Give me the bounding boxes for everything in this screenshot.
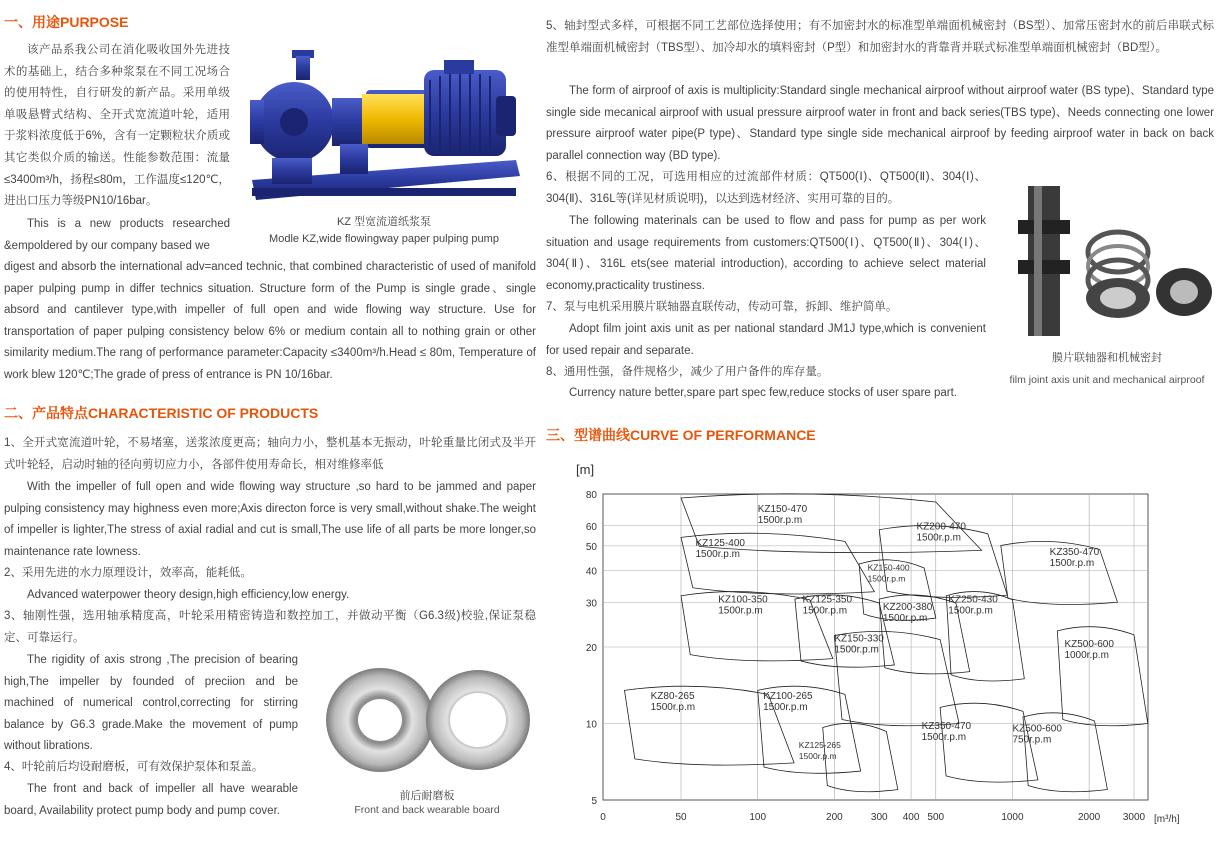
char-8-en: Currency nature better,spare part spec few,reduce stocks of user spare part. — [569, 387, 958, 399]
model-name-label: KZ100-350 — [718, 594, 768, 606]
x-axis-label: [m³/h] — [1154, 814, 1180, 825]
model-speed-label: 1500r.p.m — [757, 514, 803, 526]
x-tick-label: 50 — [675, 812, 687, 823]
coupling-caption-en: film joint axis unit and mechanical airproof — [1009, 374, 1205, 386]
model-name-label: KZ150-330 — [834, 633, 884, 645]
coupling-caption-cn: 膜片联轴器和机械密封 — [1052, 352, 1162, 364]
model-name-label: KZ350-470 — [921, 721, 972, 733]
x-tick-label: 400 — [902, 812, 920, 823]
x-tick-label: 200 — [826, 812, 843, 823]
model-name-label: KZ250-430 — [948, 594, 998, 606]
model-name-label: KZ125-265 — [798, 740, 841, 751]
char-4-en: The front and back of impeller all have wearable board, Availability protect pump body and pump cover. — [4, 783, 298, 817]
x-tick-label: 0 — [600, 812, 606, 823]
char-7-en: Adopt film joint axis unit as per national standard JM1J type,which is convenient for used repair and separate. — [546, 323, 986, 357]
char-3-cn: 3、轴刚性强，选用轴承精度高，叶轮采用精密铸造和数控加工，并做动平衡（G6.3级)校验,保证泵稳定、可靠运行。 — [4, 610, 536, 644]
purpose-en-start: This is a new products researched &empoldered by our company based we — [4, 218, 230, 252]
char-5-en: The form of airproof of axis is multiplicity:Standard single mechanical airproof without airproof water (BS type)、Standard type single side mecanical airproof with usual pressure airproof water in front and back series(TBS type)、Needs connecting one lower pressure airproof water pipe(P type)、Standard type single side mechanical airproof by feeding airproof water in back on back parallel connection way (BD type). — [546, 85, 1214, 162]
x-tick-label: 300 — [870, 812, 888, 823]
model-name-label: KZ100-265 — [763, 690, 813, 702]
model-speed-label: 1500r.p.m — [1049, 558, 1095, 570]
model-name-label: KZ200-470 — [916, 521, 966, 533]
char-2-en: Advanced waterpower theory design,high efficiency,low energy. — [27, 589, 350, 601]
performance-chart — [560, 452, 1217, 838]
model-speed-label: 1500r.p.m — [834, 644, 879, 656]
purpose-heading: 一、用途PURPOSE — [4, 14, 129, 30]
model-name-label: KZ200-380 — [882, 601, 933, 613]
model-speed-label: 1500r.p.m — [695, 548, 740, 560]
char-1-cn: 1、全开式宽流道叶轮，不易堵塞，送浆浓度更高；轴向力小，整机基本无振动，叶轮重量比闭式及半开式叶轮轻，启动时轴的径向剪切应力小，各部件使用寿命长，相对维修率低 — [4, 437, 536, 471]
wear-plates-image — [322, 664, 532, 776]
y-tick-label: 40 — [585, 566, 597, 578]
model-speed-label: 750r.p.m — [1012, 734, 1052, 746]
model-name-label: KZ500-600 — [1012, 723, 1062, 735]
model-speed-label: 1500r.p.m — [882, 612, 928, 624]
model-speed-label: 1500r.p.m — [650, 701, 696, 713]
char-7-cn: 7、泵与电机采用膜片联轴器直联传动，传动可靠，拆卸、维护简单。 — [546, 301, 898, 313]
pump-caption-en: Modle KZ,wide flowingway paper pulping pump — [269, 233, 499, 245]
characteristics-heading: 二、产品特点CHARACTERISTIC OF PRODUCTS — [4, 405, 319, 421]
model-speed-label: 1500r.p.m — [948, 605, 993, 617]
char-1-en: With the impeller of full open and wide flowing way structure ,so hard to be jammed and paper pulping consistency may highness even more;Axis directon force is very small,without shake.The weight of impeller is lighter,The stress of axial radial and cut is small,The use life of all parts be more longer,so maintenance rate lowness. — [4, 481, 536, 558]
model-speed-label: 1500r.p.m — [802, 605, 848, 617]
coupling-seal-image — [1004, 180, 1214, 340]
model-speed-label: 1500r.p.m — [763, 701, 808, 713]
model-name-label: KZ500-600 — [1064, 639, 1114, 650]
model-name-label: KZ350-470 — [1049, 547, 1100, 559]
pump-image — [244, 40, 524, 208]
char-8-cn: 8、通用性强，备件规格少，减少了用户备件的库存量。 — [546, 366, 829, 378]
model-name-label: KZ80-265 — [650, 690, 695, 702]
char-3-en: The rigidity of axis strong ,The precision of bearing high,The impeller by founded of preciion and be machined of numerical control,correcting for stirring balance by G6.3 grade.Make the movement of pump without librations. — [4, 654, 298, 753]
char-4-cn: 4、叶轮前后均设耐磨板，可有效保护泵体和泵盖。 — [4, 761, 264, 773]
y-tick-label: 60 — [585, 521, 597, 533]
y-axis-label: [m] — [576, 462, 595, 477]
char-5-cn: 5、轴封型式多样，可根据不同工艺部位选择使用；有不加密封水的标准型单端面机械密封（BS型）、加常压密封水的前后串联式标准型单端面机械密封（TBS型）、加冷却水的填料密封（P型）和加密封水的背靠背并联式标准型单端面机械密封（BD型）。 — [546, 20, 1214, 54]
purpose-cn-text: 该产品系我公司在消化吸收国外先进技术的基础上，结合多种浆泵在不同工况场合的使用特性，自行研发的新产品。采用单级单吸悬臂式结构、全开式宽流道叶轮，适用于浆料浓度低于6%，含有一定颗粒状介质或其它类似介质的输送。性能参数范围：流量≤3400m³/h，扬程≤80m，工作温度≤120℃，进出口压力等级PN10/16bar。 — [4, 44, 230, 208]
y-tick-label: 20 — [585, 643, 597, 654]
model-speed-label: 1500r.p.m — [718, 605, 763, 617]
model-name-label: KZ125-400 — [695, 537, 745, 549]
model-speed-label: 1500r.p.m — [798, 751, 837, 762]
char-6-en: The following materinals can be used to flow and pass for pump as per work situation and usage requirements from customers:QT500(Ⅰ)、QT500(Ⅱ)、304(Ⅰ)、304(Ⅱ)、316L ets(see material introduction), according to achieve select material economy,practicality trustiness. — [546, 215, 986, 292]
x-tick-label: 2000 — [1078, 812, 1101, 823]
pump-caption-cn: KZ 型宽流道纸浆泵 — [336, 216, 432, 228]
model-name-label: KZ150-470 — [757, 503, 808, 515]
model-speed-label: 1500r.p.m — [916, 532, 961, 544]
y-tick-label: 50 — [585, 541, 597, 553]
model-speed-label: 1500r.p.m — [867, 573, 906, 584]
purpose-en-text: digest and absorb the international adv=anced technic, that combined characteristic of used of manifold paper pulping pump in differ technics situation. Structure form of the Pump is single grade、single absord and cantilever type,with impeller of full open and wide flowing way structure. Use for transportation of paper pulping consistency below 6% or medium contain all to nothing grain or other similarity medium.The rang of performance parameter:Capacity ≤3400m³/h.Head ≤ 80m, Temperature of work blew 120℃;The grade of press of entrance is PN 10/16bar. — [4, 261, 536, 381]
char-2-cn: 2、采用先进的水力原理设计，效率高，能耗低。 — [4, 567, 252, 579]
model-speed-label: 1500r.p.m — [921, 732, 967, 744]
model-name-label: KZ125-350 — [802, 594, 853, 606]
x-tick-label: 100 — [749, 812, 767, 823]
x-tick-label: 3000 — [1122, 812, 1146, 823]
wear-plates-caption-cn: 前后耐磨板 — [399, 790, 455, 802]
y-tick-label: 10 — [585, 719, 597, 731]
wear-plates-caption-en: Front and back wearable board — [354, 804, 500, 816]
x-tick-label: 1000 — [1001, 812, 1024, 823]
y-tick-label: 30 — [585, 598, 597, 610]
curve-heading: 三、型谱曲线CURVE OF PERFORMANCE — [546, 427, 816, 443]
char-6-cn: 6、根据不同的工况，可选用相应的过流部件材质：QT500(Ⅰ)、QT500(Ⅱ)、304(Ⅰ)、304(Ⅱ)、316L等(详见材质说明)，以达到选材经济、实用可靠的目的。 — [546, 171, 986, 205]
model-name-label: KZ150-400 — [867, 562, 910, 573]
x-tick-label: 500 — [927, 812, 945, 823]
model-speed-label: 1000r.p.m — [1064, 650, 1109, 661]
y-tick-label: 80 — [585, 490, 597, 501]
y-tick-label: 5 — [591, 796, 597, 807]
